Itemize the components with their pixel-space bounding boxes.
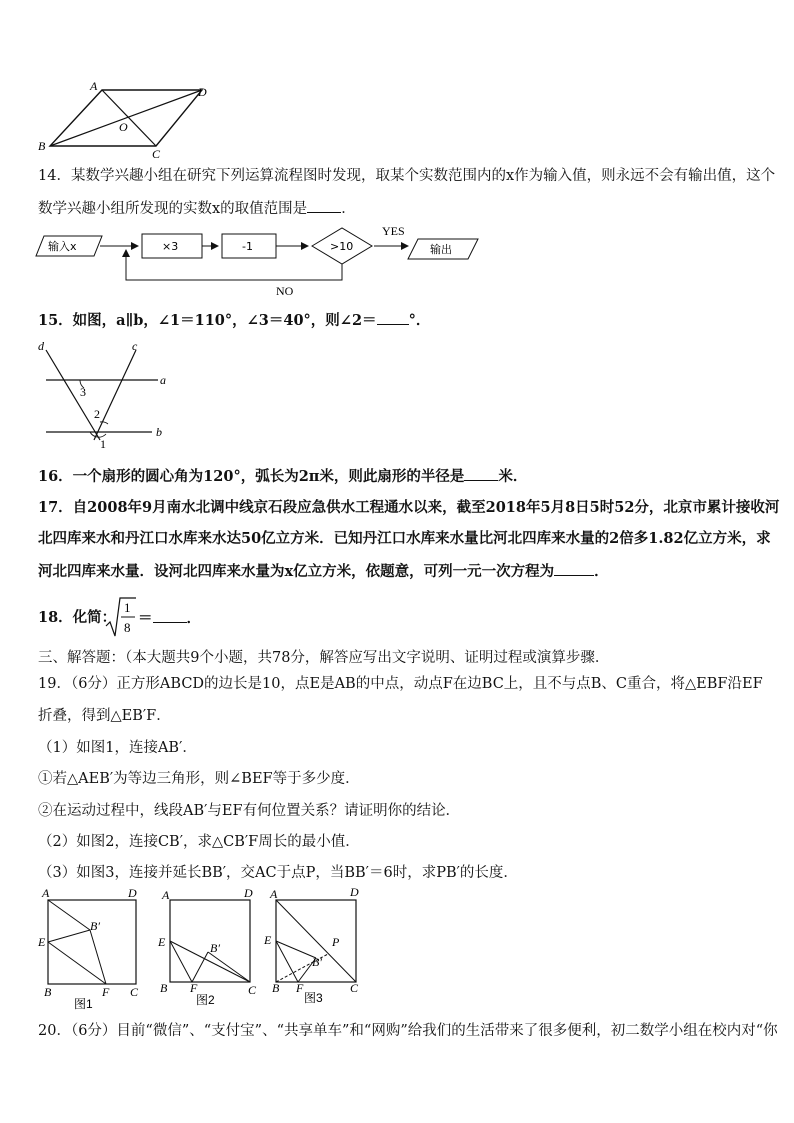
q15-tail: °． bbox=[408, 312, 431, 329]
flow-subtract-label: -1 bbox=[242, 240, 253, 253]
fig3-d-label: D bbox=[350, 885, 359, 899]
fig1-d-label: D bbox=[128, 886, 137, 900]
q18-tail: ． bbox=[186, 610, 201, 627]
angle-2-label: 2 bbox=[94, 407, 100, 421]
q18-equals: ＝ bbox=[138, 610, 153, 627]
fig3-e-label: E bbox=[264, 933, 272, 947]
q17-line1: 17．自2008年9月南水北调中线京石段应急供水工程通水以来，截至2018年5月8日5时52分，北京市累计接收河 bbox=[38, 499, 780, 516]
fig3-p-label: P bbox=[332, 935, 340, 949]
q17-tail: ． bbox=[594, 563, 609, 580]
q19-part2: （2）如图2，连接CB′，求△CB′F周长的最小值． bbox=[38, 834, 360, 850]
q19-figure-3 bbox=[262, 884, 368, 1012]
fig1-b-label: B bbox=[44, 985, 52, 999]
fig3-a-label: A bbox=[270, 887, 278, 901]
fig2-f-label: F bbox=[190, 981, 198, 995]
q17-line2: 北四库来水和丹江口水库来水达50亿立方米．已知丹江口水库来水量比河北四库来水量的2倍多1.82亿立方米，求 bbox=[38, 530, 771, 547]
flow-output-label: 输出 bbox=[430, 243, 452, 256]
fig2-c-label: C bbox=[248, 983, 257, 997]
angle-3-label: 3 bbox=[80, 385, 86, 399]
q20-line1: 20．（6分）目前“微信”、“支付宝”、“共享单车”和“网购”给我们的生活带来了很多便利，初二数学小组在校内对“你 bbox=[38, 1023, 778, 1039]
line-b-label: b bbox=[156, 425, 162, 439]
fig1-c-label: C bbox=[130, 985, 139, 999]
sqrt-fraction bbox=[104, 594, 138, 640]
fig1-f-label: F bbox=[102, 985, 110, 999]
q14-line1: 14．某数学兴趣小组在研究下列运算流程图时发现，取某个实数范围内的x作为输入值，则永远不会有输出值，这个 bbox=[38, 168, 776, 184]
fig3-bp-label: B′ bbox=[312, 955, 322, 969]
line-a-label: a bbox=[160, 373, 166, 387]
fig2-caption: 图2 bbox=[196, 993, 215, 1007]
fig3-f-label: F bbox=[296, 981, 304, 995]
q14-line2 bbox=[38, 198, 356, 219]
parallel-lines-figure bbox=[30, 336, 180, 451]
flowchart bbox=[36, 222, 486, 302]
q16-answer-blank[interactable] bbox=[464, 466, 498, 481]
q18-text: 18．化简： bbox=[38, 609, 117, 626]
vertex-o-label: O bbox=[119, 120, 128, 134]
fig2-d-label: D bbox=[244, 886, 253, 900]
q15-answer-blank[interactable] bbox=[377, 310, 409, 325]
q14-line2-text: 数学兴趣小组所发现的实数x的取值范围是 bbox=[38, 201, 308, 217]
fig1-caption: 图1 bbox=[74, 997, 93, 1011]
vertex-d-label: D bbox=[198, 85, 207, 99]
q19-part1b: ②在运动过程中，线段AB′与EF有何位置关系？请证明你的结论． bbox=[38, 803, 461, 819]
vertex-a-label: A bbox=[90, 79, 98, 93]
fraction-numerator: 1 bbox=[124, 600, 131, 615]
flow-no-label: NO bbox=[276, 284, 294, 298]
q19-part1a: ①若△AEB′为等边三角形，则∠BEF等于多少度． bbox=[38, 771, 360, 787]
angle-1-label: 1 bbox=[100, 437, 106, 451]
line-c-label: c bbox=[132, 339, 138, 353]
fig2-a-label: A bbox=[162, 888, 170, 902]
section-3-heading: 三、解答题：（本大题共9个小题，共78分，解答应写出文字说明、证明过程或演算步骤． bbox=[38, 650, 610, 666]
flow-multiply-label: ×3 bbox=[162, 240, 179, 253]
q19-figure-1 bbox=[36, 884, 146, 1012]
q14-answer-blank[interactable] bbox=[307, 198, 341, 213]
fig2-b-label: B bbox=[160, 981, 168, 995]
q19-line1: 19．（6分）正方形ABCD的边长是10，点E是AB的中点，动点F在边BC上，且不与点B、C重合，将△EBF沿EF bbox=[38, 676, 763, 692]
flow-input-label: 输入x bbox=[48, 240, 77, 253]
q17-answer-blank[interactable] bbox=[554, 561, 594, 576]
fig2-bp-label: B′ bbox=[210, 941, 220, 955]
q16-text: 16．一个扇形的圆心角为120°，弧长为2π米，则此扇形的半径是 bbox=[38, 468, 465, 485]
q17-line3 bbox=[38, 561, 609, 582]
q19-figure-2 bbox=[156, 884, 260, 1012]
flow-condition-label: >10 bbox=[330, 240, 354, 253]
q15-text: 15．如图，a∥b，∠1＝110°，∠3＝40°，则∠2＝ bbox=[38, 312, 377, 329]
q19-line2: 折叠，得到△EB′F． bbox=[38, 708, 171, 724]
fraction-denominator: 8 bbox=[124, 620, 131, 635]
fig3-b-label: B bbox=[272, 981, 280, 995]
q17-line3-text: 河北四库来水量．设河北四库来水量为x亿立方米，依题意，可列一元一次方程为 bbox=[38, 563, 555, 580]
parallelogram-figure bbox=[30, 78, 220, 161]
q16-line bbox=[38, 466, 527, 487]
q14-tail: ． bbox=[341, 201, 356, 217]
fig1-e-label: E bbox=[38, 935, 46, 949]
q18-answer-blank[interactable] bbox=[153, 608, 187, 623]
q15-line bbox=[38, 310, 430, 331]
q16-tail: 米． bbox=[498, 468, 528, 485]
fig2-e-label: E bbox=[158, 935, 166, 949]
vertex-b-label: B bbox=[38, 139, 46, 153]
q19-part3: （3）如图3，连接并延长BB′，交AC于点P，当BB′＝6时，求PB′的长度． bbox=[38, 865, 518, 881]
fig1-bp-label: B′ bbox=[90, 919, 100, 933]
line-d-label: d bbox=[38, 339, 44, 353]
vertex-c-label: C bbox=[152, 147, 161, 161]
fig3-c-label: C bbox=[350, 981, 359, 995]
fig1-a-label: A bbox=[42, 886, 50, 900]
q18-rest bbox=[138, 608, 201, 629]
flow-yes-label: YES bbox=[382, 224, 405, 238]
fig3-caption: 图3 bbox=[304, 991, 323, 1005]
q19-part1: （1）如图1，连接AB′． bbox=[38, 740, 197, 756]
